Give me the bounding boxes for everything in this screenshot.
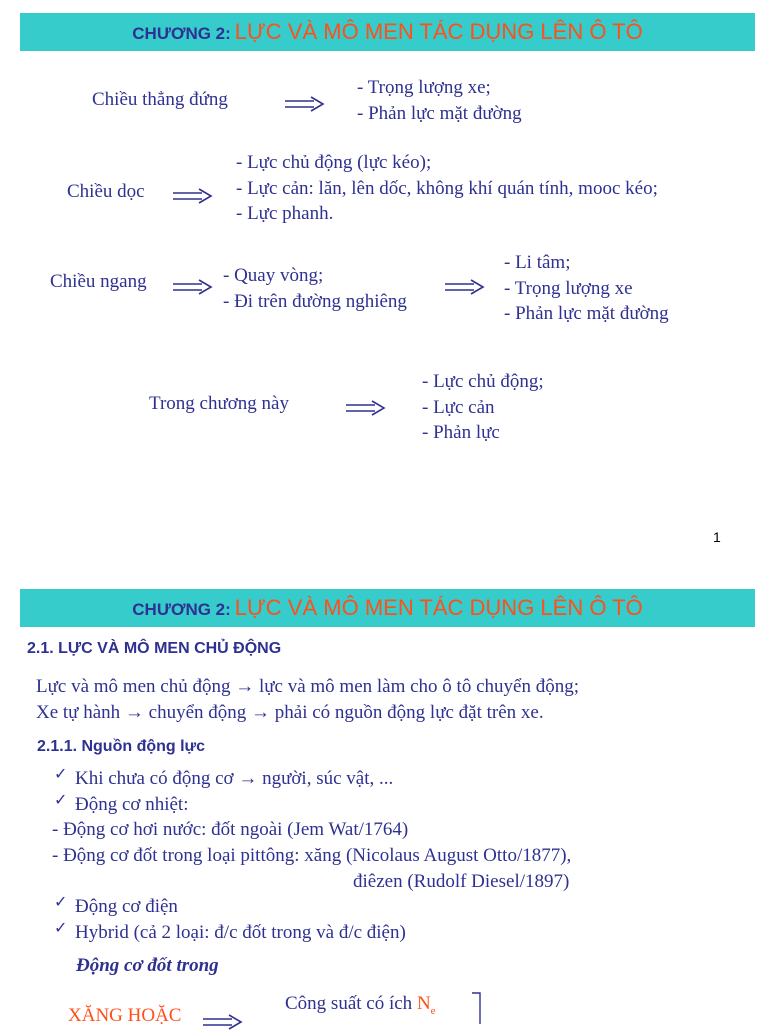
page-number: 1 bbox=[713, 529, 721, 545]
double-arrow-icon bbox=[345, 400, 387, 416]
dash-item-continuation: điêzen (Rudolf Diesel/1897) bbox=[353, 871, 570, 892]
checkmark-icon: ✓ bbox=[54, 792, 68, 809]
slide1-title bbox=[20, 13, 755, 51]
slide1-chapter-label: CHƯƠNG 2: bbox=[132, 24, 231, 43]
bullet-item: Động cơ điện bbox=[75, 896, 178, 917]
longitudinal-item: - Lực phanh. bbox=[236, 203, 334, 224]
definition-line: Lực và mô men chủ động → lực và mô men làm cho ô tô chuyển động; bbox=[36, 676, 579, 697]
slide1-title-banner bbox=[20, 13, 755, 51]
lateral-item: - Phản lực mặt đường bbox=[504, 303, 669, 324]
slide2-chapter-label: CHƯƠNG 2: bbox=[132, 600, 231, 619]
vertical-items bbox=[357, 75, 522, 126]
bullet-item: Khi chưa có động cơ → người, súc vật, ... bbox=[75, 768, 394, 789]
lateral-cause: - Đi trên đường nghiêng bbox=[223, 290, 407, 312]
slide2-chapter-title: LỰC VÀ MÔ MEN TÁC DỤNG LÊN Ô TÔ bbox=[234, 595, 643, 620]
section-heading: 2.1. LỰC VÀ MÔ MEN CHỦ ĐỘNG bbox=[27, 640, 282, 657]
slide2-title bbox=[20, 589, 755, 627]
longitudinal-item: - Lực chủ động (lực kéo); bbox=[236, 152, 432, 173]
power-symbol: N bbox=[416, 993, 431, 1014]
vertical-item: - Phản lực mặt đường bbox=[357, 102, 522, 124]
chapter-scope-items bbox=[422, 369, 544, 446]
slide1-chapter-title: LỰC VÀ MÔ MEN TÁC DỤNG LÊN Ô TÔ bbox=[234, 19, 643, 44]
longitudinal-items bbox=[236, 150, 658, 227]
checkmark-icon: ✓ bbox=[54, 766, 68, 783]
chapter-scope-label: Trong chương này bbox=[149, 393, 289, 414]
double-arrow-icon bbox=[172, 188, 214, 204]
double-arrow-icon bbox=[444, 279, 486, 295]
subsection-heading: 2.1.1. Nguồn động lực bbox=[37, 738, 206, 755]
power-label-text: Công suất có ích bbox=[285, 993, 413, 1014]
bracket-line bbox=[470, 992, 484, 1024]
bullet-item: Hybrid (cả 2 loại: đ/c đốt trong và đ/c điện) bbox=[75, 922, 406, 943]
checkmark-icon: ✓ bbox=[54, 920, 68, 937]
longitudinal-label: Chiều dọc bbox=[67, 181, 145, 202]
chapter-scope-item: - Lực cản bbox=[422, 396, 495, 418]
dash-item: - Động cơ hơi nước: đốt ngoài (Jem Wat/1764) bbox=[52, 819, 409, 840]
vertical-item: - Trọng lượng xe; bbox=[357, 77, 491, 98]
dash-item: - Động cơ đốt trong loại pittông: xăng (Nicolaus August Otto/1877), bbox=[52, 845, 572, 866]
chapter-scope-item: - Lực chủ động; bbox=[422, 371, 544, 392]
lateral-label: Chiều ngang bbox=[50, 271, 147, 292]
bullet-item: Động cơ nhiệt: bbox=[75, 794, 189, 815]
definition-line: Xe tự hành → chuyển động → phải có nguồn động lực đặt trên xe. bbox=[36, 702, 544, 723]
double-arrow-icon bbox=[202, 1014, 244, 1030]
lateral-item: - Trọng lượng xe bbox=[504, 277, 633, 299]
power-label bbox=[285, 993, 436, 1017]
power-subscript: e bbox=[430, 1004, 436, 1017]
slide2-title-banner bbox=[20, 589, 755, 627]
lateral-item: - Li tâm; bbox=[504, 252, 571, 273]
ice-heading: Động cơ đốt trong bbox=[76, 955, 219, 976]
chapter-scope-item: - Phản lực bbox=[422, 422, 500, 443]
double-arrow-icon bbox=[284, 96, 326, 112]
vertical-label: Chiều thẳng đứng bbox=[92, 89, 228, 110]
checkmark-icon: ✓ bbox=[54, 894, 68, 911]
fuel-label: XĂNG HOẶC bbox=[68, 1005, 182, 1026]
lateral-items bbox=[504, 250, 669, 327]
longitudinal-item: - Lực cản: lăn, lên dốc, không khí quán tính, mooc kéo; bbox=[236, 177, 658, 199]
lateral-cause: - Quay vòng; bbox=[223, 265, 324, 286]
lateral-causes bbox=[223, 263, 407, 314]
double-arrow-icon bbox=[172, 279, 214, 295]
